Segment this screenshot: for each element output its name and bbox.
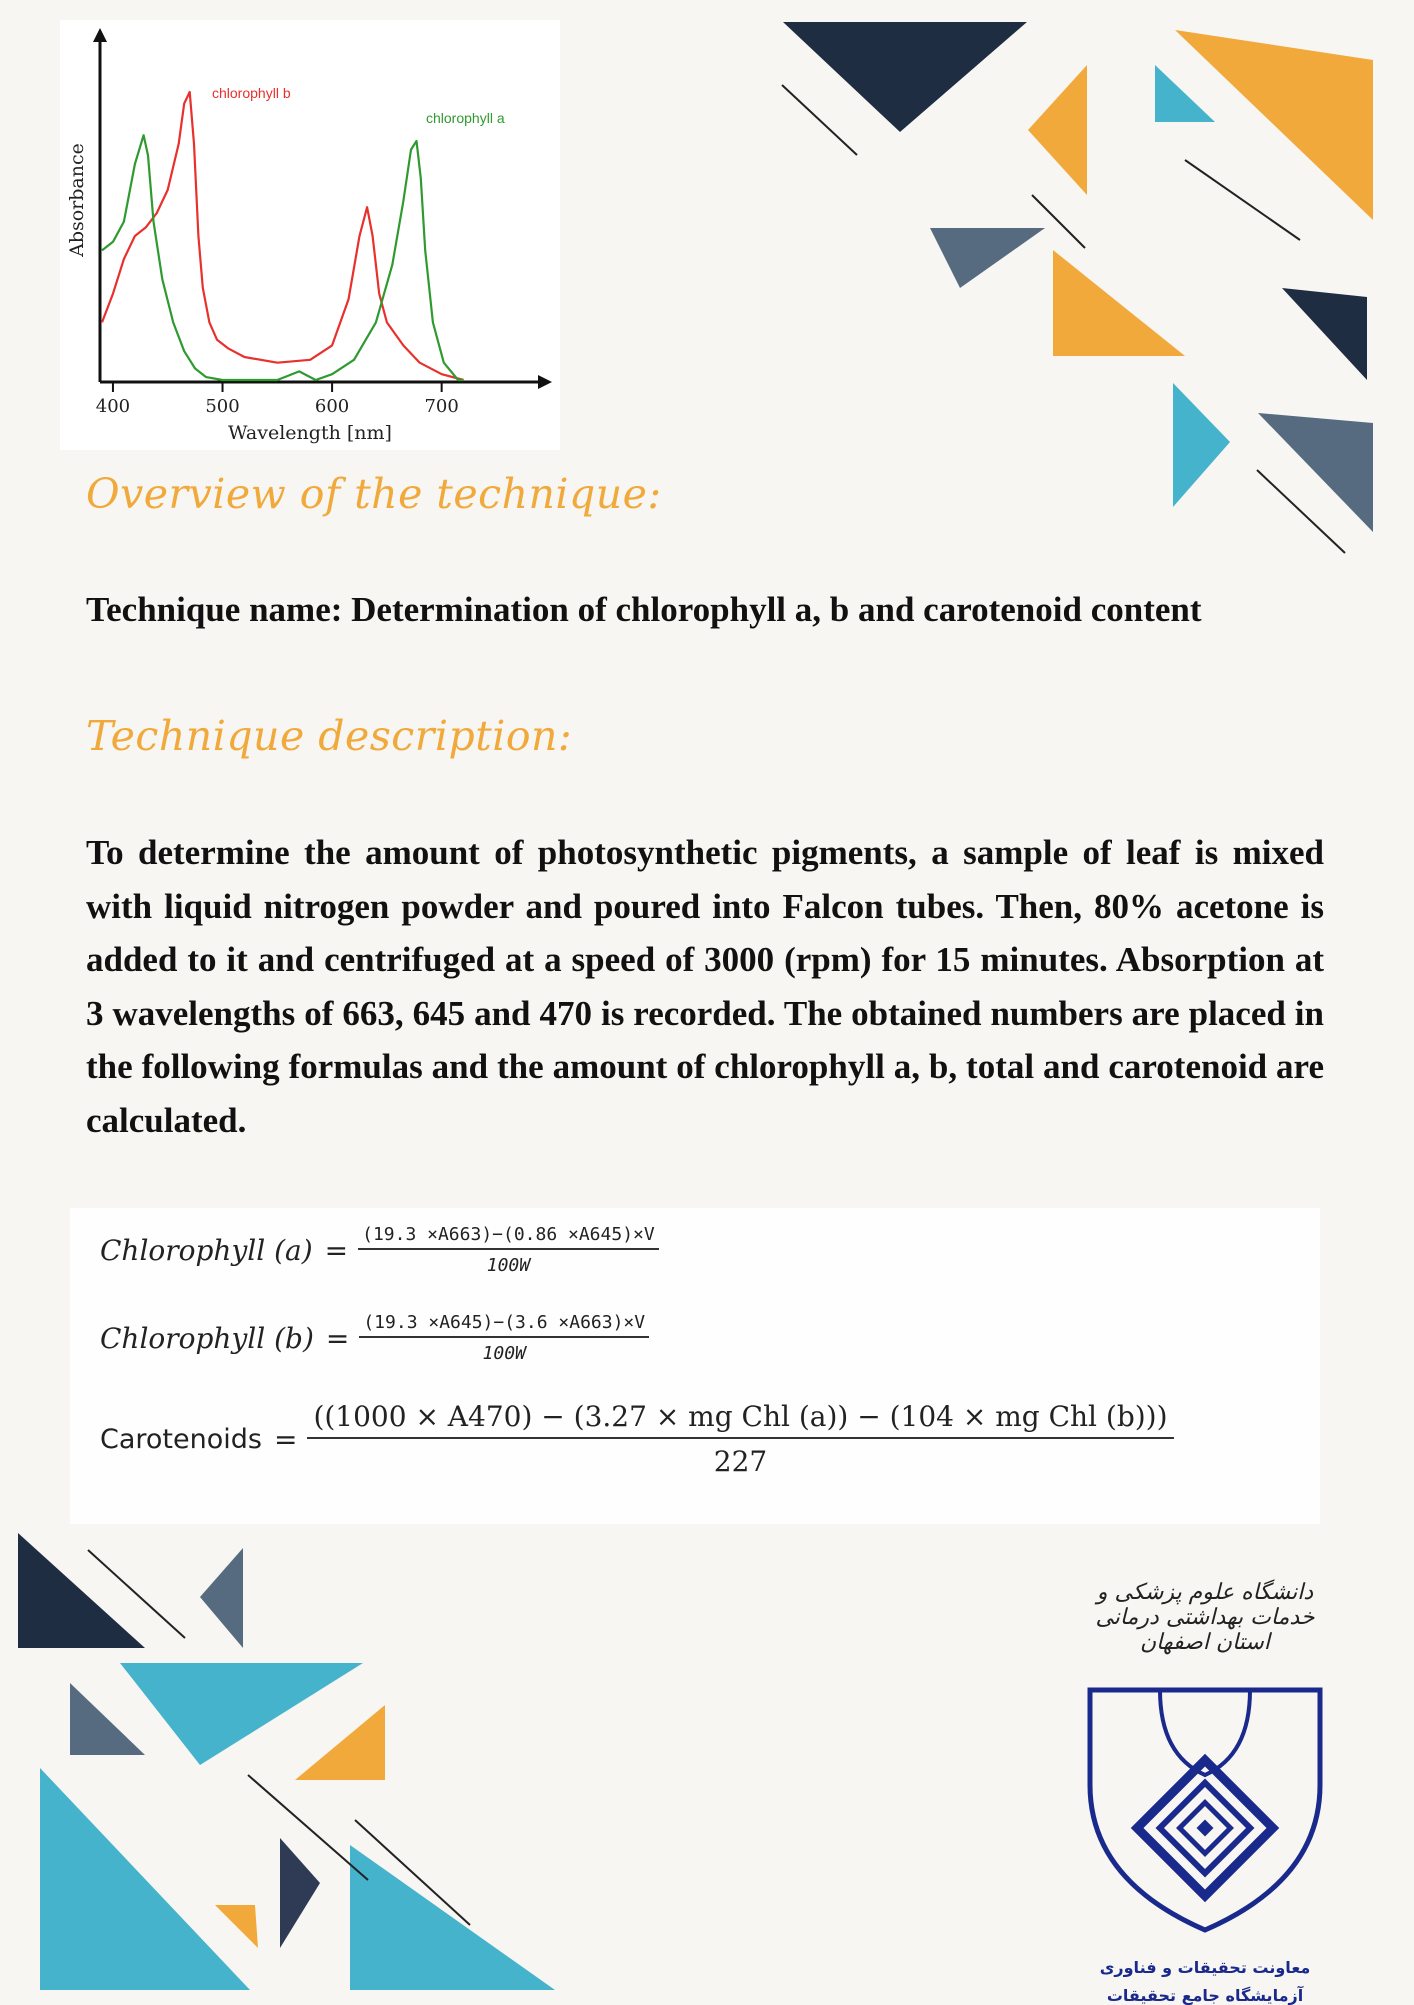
legend-chlorophyll-a: chlorophyll a <box>426 110 505 126</box>
formula-carotenoids <box>100 1400 1174 1478</box>
formula-label: Chlorophyll (a) <box>100 1233 313 1267</box>
numerator: ((1000 × A470) − (3.27 × mg Chl (a)) − (104 × mg Chl (b))) <box>307 1400 1173 1439</box>
x-tick-label: 400 <box>95 396 131 417</box>
fraction <box>359 1312 649 1364</box>
formula-panel <box>70 1208 1320 1524</box>
denominator: 100W <box>482 1343 526 1364</box>
x-tick-label: 700 <box>424 396 459 417</box>
overview-heading: Overview of the technique: <box>86 470 662 518</box>
equals-sign: = <box>273 1422 298 1456</box>
x-axis-label: Wavelength [nm] <box>228 422 392 444</box>
equals-sign: = <box>325 1321 350 1355</box>
formula-chlorophyll-a <box>100 1224 659 1276</box>
denominator: 227 <box>713 1445 768 1478</box>
legend-chlorophyll-b: chlorophyll b <box>212 85 291 101</box>
shield-emblem-icon <box>1060 1580 1350 1950</box>
equals-sign: = <box>324 1233 349 1267</box>
absorbance-spectrum-chart <box>60 20 560 450</box>
org-line-2: آزمایشگاه جامع تحقیقات <box>1106 1986 1304 2005</box>
fraction <box>307 1400 1173 1478</box>
technique-description: To determine the amount of photosynthetic pigments, a sample of leaf is mixed with liquid nitrogen powder and poured into Falcon tubes. Then, 80% acetone is added to it and centrifuged at a speed of 3000 (rpm) for 15 minutes. Absorption at 3 wavelengths of 663, 645 and 470 is recorded. The obtained numbers are placed in the following formulas and the amount of chlorophyll a, b, total and carotenoid are calculated. <box>86 833 1324 1140</box>
x-tick-label: 600 <box>314 396 350 417</box>
numerator: (19.3 ×A645)−(3.6 ×A663)×V <box>359 1312 649 1338</box>
numerator: (19.3 ×A663)−(0.86 ×A645)×V <box>358 1224 659 1250</box>
bottom-left-decor <box>18 1533 555 1990</box>
org-line-1: معاونت تحقیقات و فناوری <box>1099 1958 1311 1977</box>
formula-chlorophyll-b <box>100 1312 649 1364</box>
formula-label: Carotenoids <box>100 1423 262 1455</box>
denominator: 100W <box>486 1255 531 1276</box>
technique-name: Technique name: Determination of chlorophyll a, b and carotenoid content <box>86 590 1202 629</box>
university-name: دانشگاه علوم پزشکی و خدمات بهداشتی درمانی استان اصفهان <box>1095 1580 1315 1655</box>
description-heading: Technique description: <box>86 712 573 760</box>
x-tick-label: 500 <box>205 396 240 417</box>
fraction <box>358 1224 659 1276</box>
top-right-decor <box>782 22 1373 553</box>
y-axis-label: Absorbance <box>66 143 88 257</box>
formula-label: Chlorophyll (b) <box>100 1321 314 1355</box>
